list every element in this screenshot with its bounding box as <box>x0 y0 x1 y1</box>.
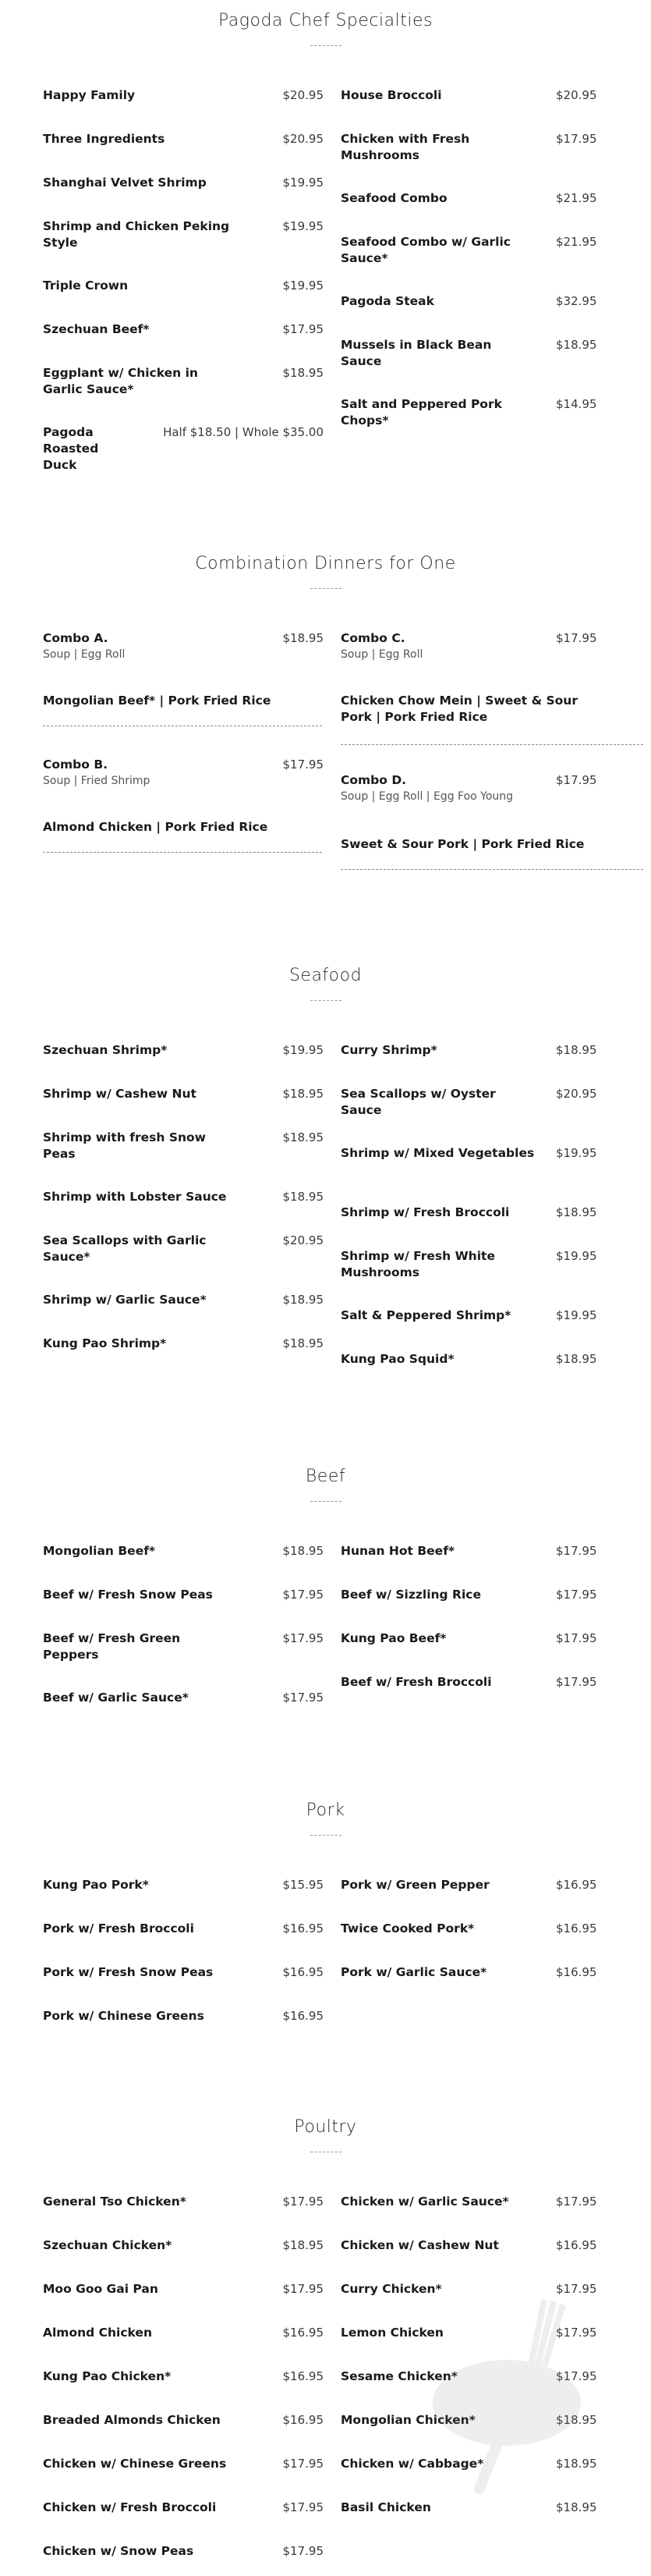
item-name: Beef w/ Fresh Green Peppers <box>43 1631 181 1662</box>
item-name: Beef w/ Fresh Broccoli <box>341 1675 492 1689</box>
combo-main-text: Chicken Chow Mein | Sweet & Sour Pork | Pork Fried Rice <box>341 694 578 724</box>
item-price: $17.95 <box>556 1631 597 1645</box>
item-price: $21.95 <box>556 191 597 205</box>
item-name: Chicken w/ Cashew Nut <box>341 2238 499 2252</box>
item-name: Beef w/ Sizzling Rice <box>341 1588 481 1602</box>
item-name: Szechuan Beef* <box>43 322 150 336</box>
section-divider <box>310 45 341 46</box>
item-price: $18.95 <box>556 2457 597 2471</box>
item-price: $18.95 <box>556 1352 597 1366</box>
item-name: Seafood Combo <box>341 191 448 205</box>
item-price: $20.95 <box>556 1087 597 1101</box>
section-divider <box>310 1501 341 1502</box>
item-name: Moo Goo Gai Pan <box>43 2282 158 2296</box>
item-price: $18.95 <box>282 1130 324 1144</box>
item-price: $18.95 <box>282 1336 324 1350</box>
item-price: $19.95 <box>282 219 324 233</box>
combo-divider <box>341 744 643 745</box>
item-name: General Tso Chicken* <box>43 2195 186 2209</box>
item-price: $20.95 <box>282 132 324 146</box>
item-price: $17.95 <box>556 1588 597 1602</box>
item-price: $17.95 <box>282 2457 324 2471</box>
combo-divider <box>43 852 322 853</box>
item-price: $18.95 <box>282 1293 324 1307</box>
item-name: Sea Scallops with Garlic Sauce* <box>43 1233 207 1264</box>
combo-divider <box>341 869 643 870</box>
item-price: $16.95 <box>282 1965 324 1979</box>
item-name: Chicken with Fresh Mushrooms <box>341 132 470 162</box>
item-name: Pork w/ Chinese Greens <box>43 2009 204 2023</box>
combo-main-text: Almond Chicken | Pork Fried Rice <box>43 820 268 834</box>
combo-price: $18.95 <box>282 631 324 645</box>
item-price: $17.95 <box>282 322 324 336</box>
item-name: Kung Pao Chicken* <box>43 2369 172 2383</box>
item-name: Kung Pao Pork* <box>43 1878 149 1892</box>
item-name: Kung Pao Squid* <box>341 1352 455 1366</box>
item-price: $17.95 <box>556 1544 597 1558</box>
item-name: Shrimp w/ Fresh White Mushrooms <box>341 1249 495 1279</box>
item-name: Chicken w/ Fresh Broccoli <box>43 2500 217 2514</box>
item-price: $17.95 <box>556 2326 597 2340</box>
item-price: $17.95 <box>556 2195 597 2209</box>
section-title: Seafood <box>288 966 363 985</box>
item-price: $16.95 <box>556 1921 597 1936</box>
combo-price: $17.95 <box>282 758 324 772</box>
item-name: Shrimp with Lobster Sauce <box>43 1190 227 1204</box>
combo-main <box>341 693 606 726</box>
item-name: Beef w/ Garlic Sauce* <box>43 1691 189 1705</box>
item-price: $16.95 <box>556 2238 597 2252</box>
item-name: Sesame Chicken* <box>341 2369 458 2383</box>
item-name: Mongolian Beef* <box>43 1544 156 1558</box>
section-divider <box>310 588 341 589</box>
item-name: Almond Chicken <box>43 2326 152 2340</box>
item-name: Mussels in Black Bean Sauce <box>341 338 492 368</box>
combo-name: Combo A. <box>43 631 108 645</box>
section-title: Poultry <box>294 2117 357 2137</box>
item-price: $18.95 <box>556 1043 597 1057</box>
item-name: Breaded Almonds Chicken <box>43 2413 221 2427</box>
combo-description: Soup | Egg Roll <box>341 648 423 661</box>
item-name: Salt and Peppered Pork Chops* <box>341 397 502 428</box>
item-price: $19.95 <box>556 1249 597 1263</box>
item-price: $17.95 <box>282 2544 324 2558</box>
section-divider <box>310 1835 341 1836</box>
combo-description: Soup | Egg Roll <box>43 648 126 661</box>
item-name: Pork w/ Green Pepper <box>341 1878 490 1892</box>
combo-main <box>341 836 643 853</box>
item-name: Shrimp w/ Fresh Broccoli <box>341 1205 510 1219</box>
item-name: Twice Cooked Pork* <box>341 1921 475 1936</box>
item-name: Pork w/ Fresh Broccoli <box>43 1921 194 1936</box>
combo-name: Combo B. <box>43 758 108 772</box>
item-name: House Broccoli <box>341 88 442 102</box>
item-name: Shrimp w/ Cashew Nut <box>43 1087 196 1101</box>
item-price: $20.95 <box>556 88 597 102</box>
item-name: Shrimp and Chicken Peking Style <box>43 219 230 250</box>
item-price: $14.95 <box>556 397 597 411</box>
item-name: Shrimp w/ Mixed Vegetables <box>341 1146 535 1160</box>
item-name: Beef w/ Fresh Snow Peas <box>43 1588 213 1602</box>
item-price: $18.95 <box>556 2500 597 2514</box>
item-price: $16.95 <box>282 2413 324 2427</box>
combo-description: Soup | Egg Roll | Egg Foo Young <box>341 790 514 803</box>
item-name: Kung Pao Beef* <box>341 1631 447 1645</box>
item-name: Chicken w/ Snow Peas <box>43 2544 194 2558</box>
combo-price: $17.95 <box>556 773 597 787</box>
item-price: $20.95 <box>282 1233 324 1247</box>
item-name: Lemon Chicken <box>341 2326 444 2340</box>
item-price: $19.95 <box>282 1043 324 1057</box>
item-name: Happy Family <box>43 88 136 102</box>
combo-main <box>43 819 324 836</box>
item-name: Pork w/ Fresh Snow Peas <box>43 1965 214 1979</box>
item-price: $18.95 <box>556 2413 597 2427</box>
item-name: Sea Scallops w/ Oyster Sauce <box>341 1087 496 1117</box>
item-name: Shrimp with fresh Snow Peas <box>43 1130 206 1161</box>
item-price: $17.95 <box>556 132 597 146</box>
item-price: $19.95 <box>282 176 324 190</box>
item-name: Szechuan Chicken* <box>43 2238 172 2252</box>
section-title: Beef <box>305 1467 346 1486</box>
item-price: $18.95 <box>282 1544 324 1558</box>
item-price: $17.95 <box>556 2369 597 2383</box>
fork-plate-watermark-icon <box>405 2286 608 2520</box>
item-price: $19.95 <box>556 1146 597 1160</box>
item-name: Curry Shrimp* <box>341 1043 437 1057</box>
item-price: $20.95 <box>282 88 324 102</box>
item-name: Triple Crown <box>43 279 129 293</box>
item-price: $17.95 <box>282 2500 324 2514</box>
item-price: $16.95 <box>556 1965 597 1979</box>
item-name: Pork w/ Garlic Sauce* <box>341 1965 487 1979</box>
item-price: $16.95 <box>282 2009 324 2023</box>
item-name: Shanghai Velvet Shrimp <box>43 176 207 190</box>
item-name: Chicken w/ Cabbage* <box>341 2457 484 2471</box>
item-price: $17.95 <box>282 2282 324 2296</box>
section-title: Pork <box>306 1801 345 1820</box>
item-name: Pagoda Steak <box>341 294 434 308</box>
item-name: Salt & Peppered Shrimp* <box>341 1308 511 1322</box>
item-price: $17.95 <box>282 1588 324 1602</box>
item-price: $18.95 <box>556 338 597 352</box>
item-name: Chicken w/ Garlic Sauce* <box>341 2195 509 2209</box>
item-price: $18.95 <box>282 1190 324 1204</box>
item-price: $18.95 <box>282 2238 324 2252</box>
item-name: Kung Pao Shrimp* <box>43 1336 167 1350</box>
item-price: Half $18.50 | Whole $35.00 <box>163 425 324 439</box>
item-price: $18.95 <box>556 1205 597 1219</box>
section-title: Combination Dinners for One <box>195 554 456 573</box>
item-name: Hunan Hot Beef* <box>341 1544 455 1558</box>
section-divider <box>310 1000 341 1001</box>
item-name: Pagoda Roasted Duck <box>43 425 99 472</box>
combo-price: $17.95 <box>556 631 597 645</box>
item-price: $16.95 <box>556 1878 597 1892</box>
item-name: Szechuan Shrimp* <box>43 1043 168 1057</box>
item-name: Mongolian Chicken* <box>341 2413 476 2427</box>
item-name: Curry Chicken* <box>341 2282 442 2296</box>
item-price: $19.95 <box>556 1308 597 1322</box>
item-name: Shrimp w/ Garlic Sauce* <box>43 1293 207 1307</box>
item-price: $18.95 <box>282 366 324 380</box>
combo-main-text: Mongolian Beef* | Pork Fried Rice <box>43 694 271 708</box>
combo-main <box>43 693 324 709</box>
item-price: $16.95 <box>282 2369 324 2383</box>
combo-main-text: Sweet & Sour Pork | Pork Fried Rice <box>341 837 585 851</box>
item-name: Three Ingredients <box>43 132 165 146</box>
item-price: $17.95 <box>556 2282 597 2296</box>
combo-description: Soup | Fried Shrimp <box>43 775 150 787</box>
item-name: Seafood Combo w/ Garlic Sauce* <box>341 235 511 265</box>
item-price: $21.95 <box>556 235 597 249</box>
item-price: $17.95 <box>282 1691 324 1705</box>
item-price: $16.95 <box>282 1921 324 1936</box>
item-price: $19.95 <box>282 279 324 293</box>
item-price: $17.95 <box>282 1631 324 1645</box>
item-price: $18.95 <box>282 1087 324 1101</box>
item-price: $17.95 <box>282 2195 324 2209</box>
item-name: Chicken w/ Chinese Greens <box>43 2457 227 2471</box>
item-price: $15.95 <box>282 1878 324 1892</box>
combo-name: Combo D. <box>341 773 407 787</box>
item-price: $17.95 <box>556 1675 597 1689</box>
section-title: Pagoda Chef Specialties <box>218 11 433 30</box>
item-price: $16.95 <box>282 2326 324 2340</box>
item-name: Basil Chicken <box>341 2500 431 2514</box>
item-price: $32.95 <box>556 294 597 308</box>
item-name: Eggplant w/ Chicken in Garlic Sauce* <box>43 366 198 396</box>
combo-name: Combo C. <box>341 631 405 645</box>
